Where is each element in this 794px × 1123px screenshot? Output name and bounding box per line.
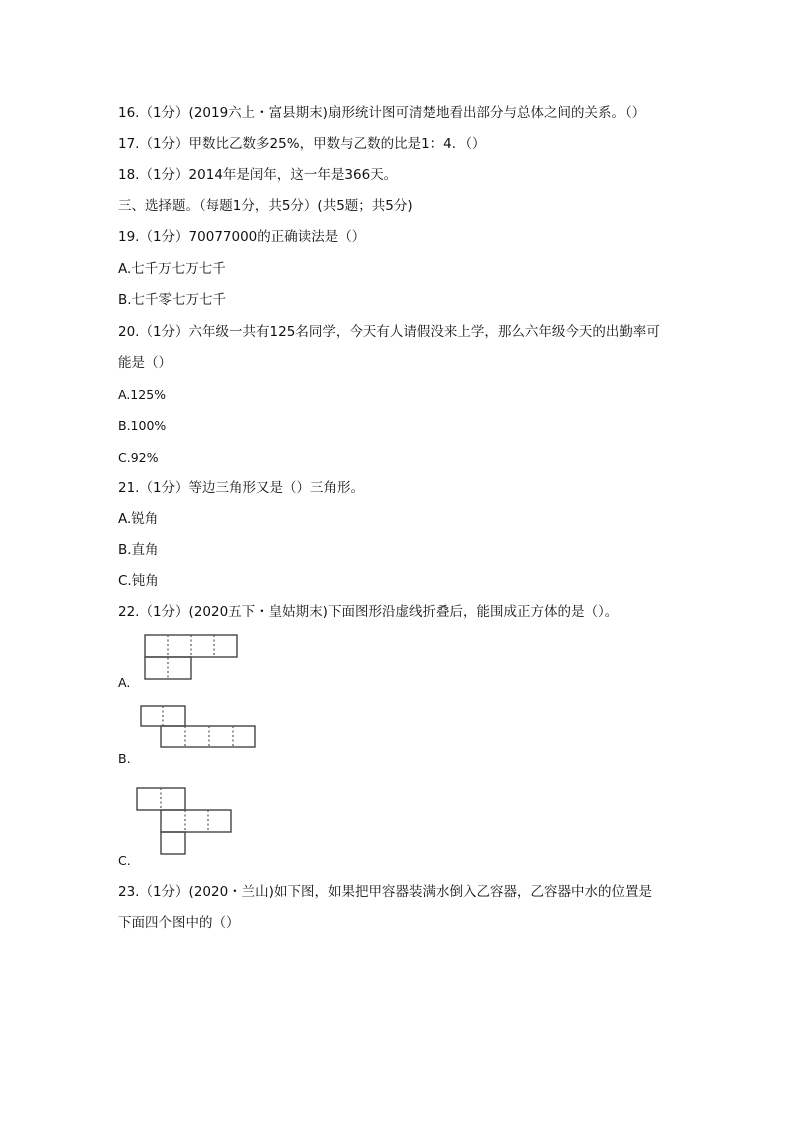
question-20-option-c: C.92% (118, 450, 159, 465)
question-20-option-a: A.125% (118, 387, 167, 402)
question-22-option-a: A. (118, 675, 131, 690)
question-22-stem: 22.（1分）(2020五下・皇姑期末)下面图形沿虚线折叠后，能围成正方体的是（）。 (118, 604, 619, 620)
question-23-stem-line1: 23.（1分）(2020・兰山)如下图，如果把甲容器装满水倒入乙容器，乙容器中水的位置是 (118, 884, 652, 900)
question-21-stem: 21.（1分）等边三角形又是（）三角形。 (118, 480, 365, 496)
question-22-option-b: B. (118, 751, 131, 766)
question-19-stem: 19.（1分）70077000的正确读法是（） (118, 229, 366, 245)
section-3-heading: 三、选择题。（每题1分，共5分）(共5题；共5分) (118, 198, 413, 214)
question-16: 16.（1分）(2019六上・富县期末)扇形统计图可清楚地看出部分与总体之间的关系。（） (118, 105, 646, 121)
question-18: 18.（1分）2014年是闰年，这一年是366天。 (118, 167, 398, 183)
question-20-stem-line1: 20.（1分）六年级一共有125名同学，今天有人请假没来上学，那么六年级今天的出勤率可 (118, 324, 660, 340)
question-20-option-b: B.100% (118, 418, 167, 433)
question-19-option-b: B.七千零七万七千 (118, 292, 227, 308)
cube-net-a (143, 633, 241, 683)
question-19-option-a: A.七千万七万七千 (118, 261, 226, 277)
question-21-option-c: C.钝角 (118, 573, 159, 589)
question-22-option-c: C. (118, 853, 131, 868)
cube-net-c (135, 786, 235, 858)
question-21-option-b: B.直角 (118, 542, 159, 558)
question-21-option-a: A.锐角 (118, 511, 159, 527)
question-23-stem-line2: 下面四个图中的（） (118, 915, 240, 931)
question-20-stem-line2: 能是（） (118, 355, 172, 371)
cube-net-b (139, 704, 259, 750)
question-17: 17.（1分）甲数比乙数多25%，甲数与乙数的比是1：4．（） (118, 136, 486, 152)
